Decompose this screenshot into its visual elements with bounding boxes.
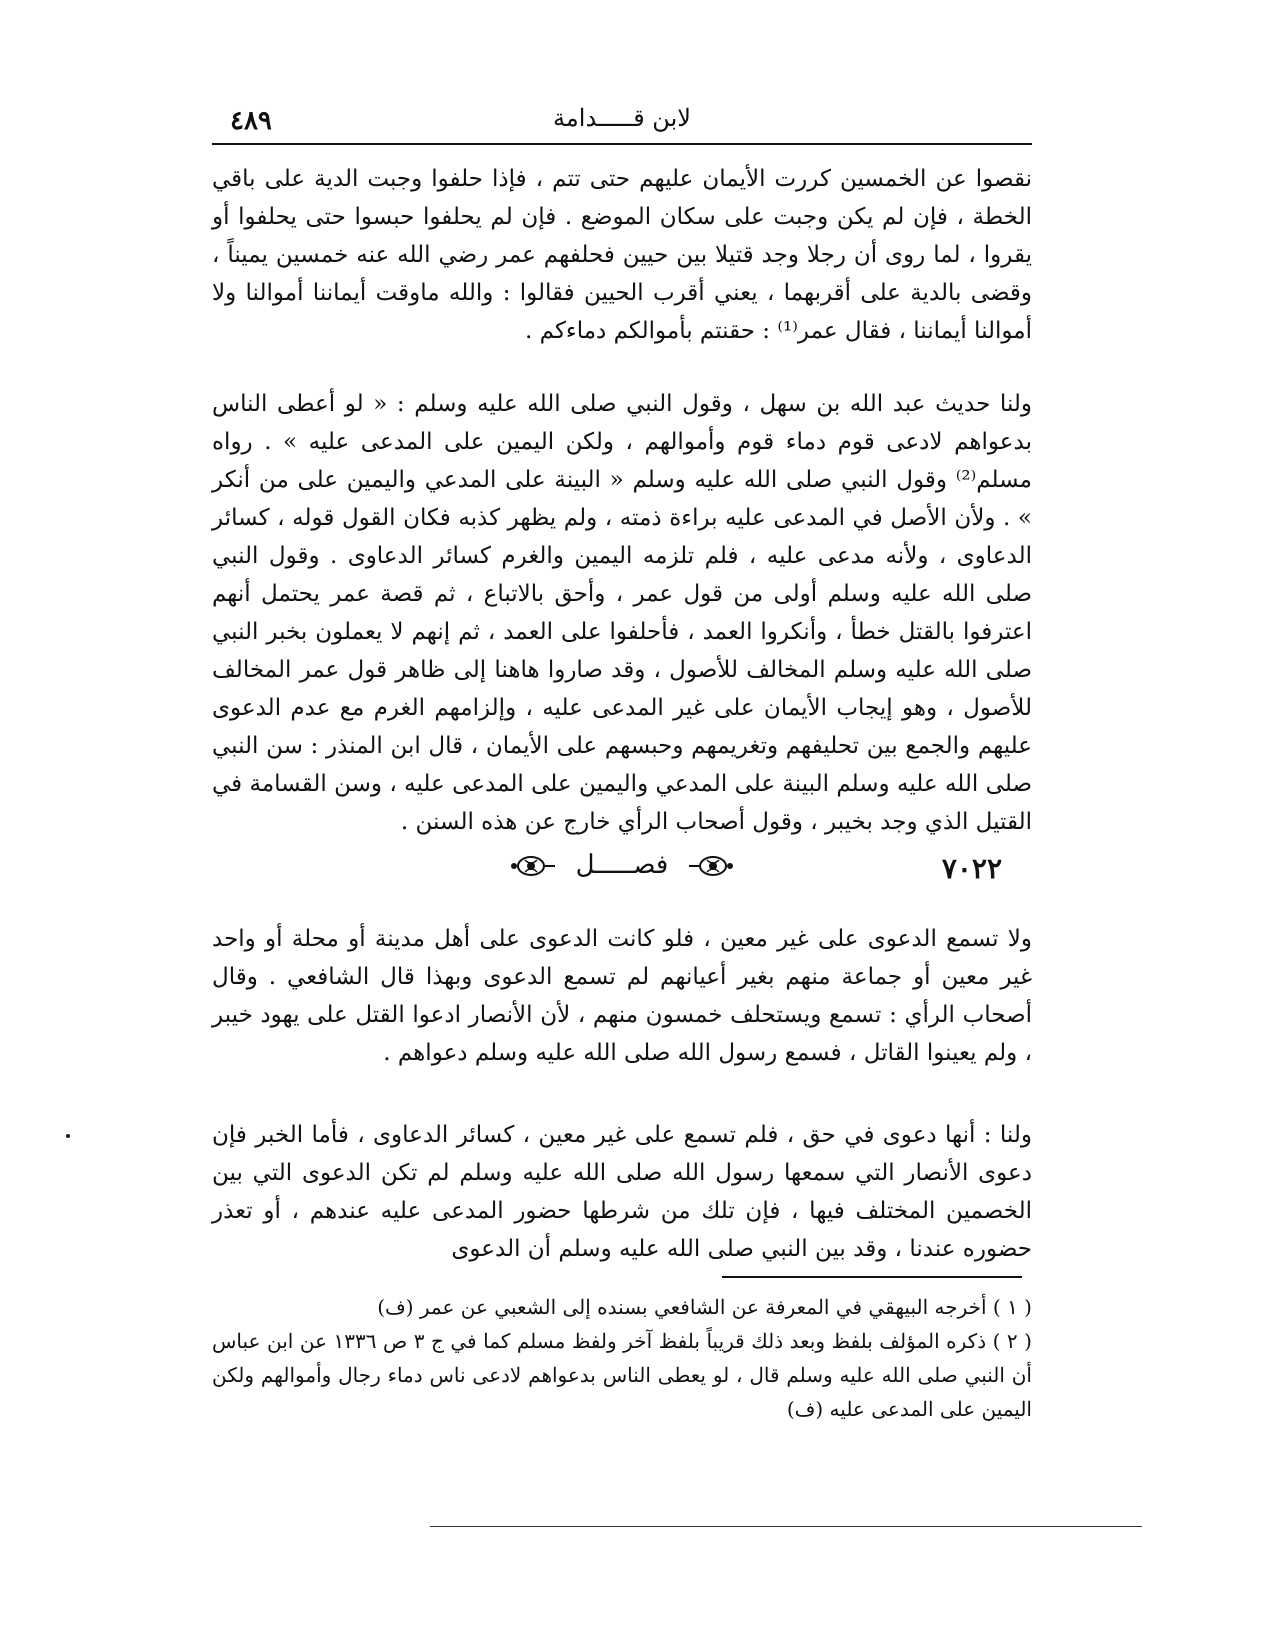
section-title: فصـــــل bbox=[575, 850, 669, 880]
section-number: ٧٠٢٢ bbox=[941, 852, 1002, 885]
margin-dot bbox=[66, 1134, 70, 1138]
footnote-2: ( ٢ ) ذكره المؤلف بلفظ وبعد ذلك قريباً بلفظ آخر ولفظ مسلم كما في ج ٣ ص ١٣٣٦ عن ابن عباس أن النبي صلى الله عليه وسلم قال ، لو يعطى الناس بدعواهم لادعى ناس دماء رجال وأموالهم ولكن اليمين على المدعى عليه (ف) bbox=[212, 1329, 1032, 1421]
paragraph-1: نقصوا عن الخمسين كررت الأيمان عليهم حتى تتم ، فإذا حلفوا وجبت الدية على باقي الخطة ، فإن لم يكن وجبت على سكان الموضع . فإن لم يحلفوا حبسوا حتى يحلفوا أو يقروا ، لما روى أن رجلا وجد قتيلا بين حيين فحلفهم عمر رضي الله عنه خمسين يميناً ، وقضى بالدية على أقربهما ، يعني أقرب الحيين فقالوا : والله ماوقت أيماننا أموالنا ولا أموالنا أيماننا ، فقال عمر⁽¹⁾ : حقنتم بأموالكم دماءكم . bbox=[212, 166, 1032, 344]
section-title-wrap bbox=[212, 850, 1032, 880]
footnote-1: ( ١ ) أخرجه البيهقي في المعرفة عن الشافعي بسنده إلى الشعبي عن عمر (ف) bbox=[377, 1295, 1032, 1319]
running-title: لابن قـــــدامة bbox=[553, 104, 691, 132]
paragraph-4: ولنا : أنها دعوى في حق ، فلم تسمع على غير معين ، كسائر الدعاوى ، فأما الخبر فإن دعوى الأنصار التي سمعها رسول الله صلى الله عليه وسلم لم تكن الدعوى التي بين الخصمين المختلف فيها ، فإن تلك من شرطها حضور المدعى عليه عندهم ، أو تعذر حضوره عندنا ، وقد بين النبي صلى الله عليه وسلم أن الدعوى bbox=[212, 1122, 1032, 1262]
footnote-rule bbox=[722, 1276, 1022, 1278]
page-header bbox=[212, 100, 1032, 140]
section-heading bbox=[212, 842, 1032, 898]
header-rule bbox=[212, 143, 1032, 145]
paragraph-2: ولنا حديث عبد الله بن سهل ، وقول النبي صلى الله عليه وسلم : « لو أعطى الناس بدعواهم لادعى قوم دماء قوم وأموالهم ، ولكن اليمين على المدعى عليه » . رواه مسلم⁽²⁾ وقول النبي صلى الله عليه وسلم « البينة على المدعي واليمين على من أنكر » . ولأن الأصل في المدعى عليه براءة ذمته ، ولم يظهر كذبه فكان القول قوله ، كسائر الدعاوى ، ولأنه مدعى عليه ، فلم تلزمه اليمين والغرم كسائر الدعاوى . وقول النبي صلى الله عليه وسلم أولى من قول عمر ، وأحق بالاتباع ، ثم قصة عمر يحتمل أنهم اعترفوا بالقتل خطأ ، وأنكروا العمد ، فأحلفوا على العمد ، ثم إنهم لا يعملون بخبر النبي صلى الله عليه وسلم المخالف للأصول ، وقد صاروا هاهنا إلى ظاهر قول عمر المخالف للأصول ، وهو إيجاب الأيمان على غير المدعى عليه ، وإلزامهم الغرم مع عدم الدعوى عليهم والجمع بين تحليفهم وتغريمهم وحبسهم على الأيمان ، قال ابن المنذر : سن النبي صلى الله عليه وسلم البينة على المدعي واليمين على المدعى عليه ، وسن القسامة في القتيل الذي وجد بخيبر ، وقول أصحاب الرأي خارج عن هذه السنن . bbox=[212, 391, 1032, 835]
bottom-rule bbox=[430, 1526, 1142, 1527]
page-number: ٤٨٩ bbox=[230, 106, 272, 136]
paragraph-3: ولا تسمع الدعوى على غير معين ، فلو كانت الدعوى على أهل مدينة أو محلة أو واحد غير معين أو جماعة منهم بغير أعيانهم لم تسمع الدعوى وبهذا قال الشافعي . وقال أصحاب الرأي : تسمع ويستحلف خمسون منهم ، لأن الأنصار ادعوا القتل على يهود خيبر ، ولم يعينوا القاتل ، فسمع رسول الله صلى الله عليه وسلم دعواهم . bbox=[212, 926, 1032, 1066]
ornament-icon bbox=[687, 855, 735, 877]
footnotes bbox=[212, 1290, 1032, 1426]
ornament-icon bbox=[509, 855, 557, 877]
